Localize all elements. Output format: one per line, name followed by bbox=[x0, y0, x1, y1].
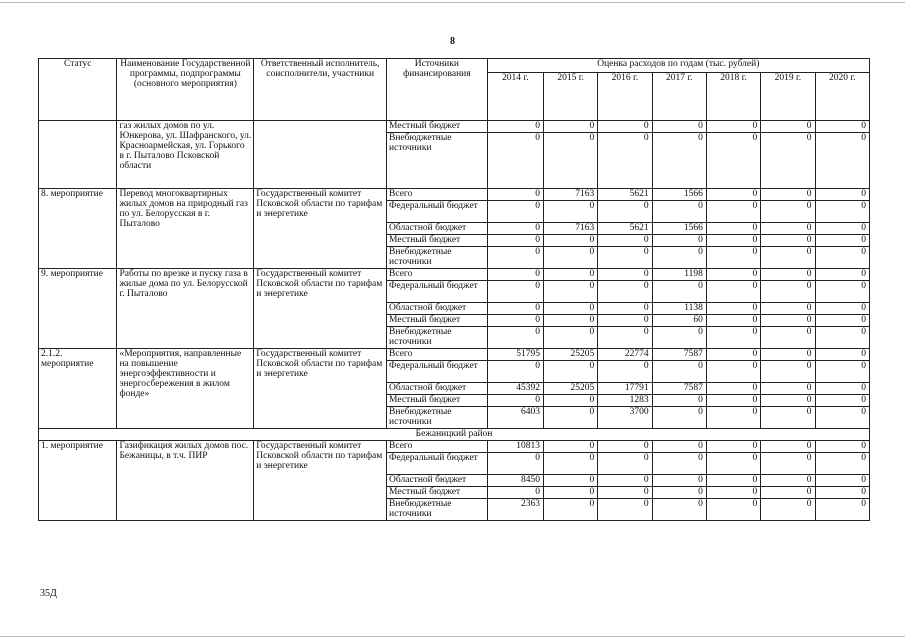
value-cell: 0 bbox=[487, 121, 543, 133]
value-cell: 0 bbox=[543, 475, 597, 487]
value-cell: 0 bbox=[652, 453, 706, 475]
value-cell: 0 bbox=[543, 269, 597, 281]
value-cell: 0 bbox=[761, 315, 815, 327]
source-cell: Всего bbox=[387, 349, 488, 361]
value-cell: 0 bbox=[815, 315, 869, 327]
row-name: газ жилых домов по ул. Юнкерова, ул. Шафранского, ул. Красноармейская, ул. Горького в г. Пыталово Псковской области bbox=[117, 121, 254, 189]
value-cell: 25205 bbox=[543, 349, 597, 361]
header-year: 2019 г. bbox=[761, 73, 815, 121]
value-cell: 0 bbox=[598, 315, 652, 327]
value-cell: 0 bbox=[815, 361, 869, 383]
value-cell: 0 bbox=[487, 269, 543, 281]
header-sources: Источники финансирования bbox=[387, 59, 488, 121]
value-cell: 0 bbox=[652, 499, 706, 521]
footer-code: 35Д bbox=[40, 588, 57, 599]
value-cell: 0 bbox=[761, 247, 815, 269]
value-cell: 0 bbox=[543, 499, 597, 521]
value-cell: 0 bbox=[543, 201, 597, 223]
value-cell: 0 bbox=[761, 395, 815, 407]
region-row bbox=[39, 429, 870, 441]
value-cell: 0 bbox=[761, 475, 815, 487]
value-cell: 0 bbox=[761, 303, 815, 315]
value-cell: 0 bbox=[487, 361, 543, 383]
value-cell: 0 bbox=[487, 247, 543, 269]
source-cell: Внебюджетные источники bbox=[387, 407, 488, 429]
value-cell: 0 bbox=[706, 441, 760, 453]
value-cell: 0 bbox=[543, 121, 597, 133]
value-cell: 22774 bbox=[598, 349, 652, 361]
value-cell: 7163 bbox=[543, 223, 597, 235]
source-cell: Местный бюджет bbox=[387, 487, 488, 499]
row-executor: Государственный комитет Псковской области по тарифам и энергетике bbox=[254, 269, 387, 349]
value-cell: 0 bbox=[706, 133, 760, 189]
value-cell: 0 bbox=[706, 223, 760, 235]
row-status bbox=[39, 121, 117, 189]
value-cell: 0 bbox=[543, 395, 597, 407]
row-status: 2.1.2. мероприятие bbox=[39, 349, 117, 429]
value-cell: 0 bbox=[652, 133, 706, 189]
value-cell: 0 bbox=[761, 223, 815, 235]
value-cell: 0 bbox=[652, 201, 706, 223]
source-cell: Местный бюджет bbox=[387, 121, 488, 133]
header-year: 2020 г. bbox=[815, 73, 869, 121]
value-cell: 0 bbox=[761, 327, 815, 349]
value-cell: 0 bbox=[543, 487, 597, 499]
value-cell: 0 bbox=[761, 121, 815, 133]
value-cell: 0 bbox=[598, 133, 652, 189]
source-cell: Федеральный бюджет bbox=[387, 453, 488, 475]
region-title: Бежаницкий район bbox=[39, 429, 870, 441]
value-cell: 0 bbox=[543, 361, 597, 383]
value-cell: 0 bbox=[543, 133, 597, 189]
value-cell: 0 bbox=[652, 441, 706, 453]
source-cell: Местный бюджет bbox=[387, 395, 488, 407]
row-status: 1. мероприятие bbox=[39, 441, 117, 521]
value-cell: 0 bbox=[652, 247, 706, 269]
value-cell: 0 bbox=[598, 453, 652, 475]
value-cell: 0 bbox=[761, 487, 815, 499]
value-cell: 0 bbox=[815, 189, 869, 201]
value-cell: 0 bbox=[706, 395, 760, 407]
value-cell: 0 bbox=[652, 487, 706, 499]
value-cell: 2363 bbox=[487, 499, 543, 521]
header-name: Наименование Государственной программы, подпрограммы (основного мероприятия) bbox=[117, 59, 254, 121]
value-cell: 0 bbox=[652, 327, 706, 349]
value-cell: 0 bbox=[598, 269, 652, 281]
value-cell: 0 bbox=[543, 453, 597, 475]
source-cell: Внебюджетные источники bbox=[387, 133, 488, 189]
value-cell: 0 bbox=[487, 487, 543, 499]
source-cell: Внебюджетные источники bbox=[387, 327, 488, 349]
table-row bbox=[39, 121, 870, 133]
value-cell: 0 bbox=[815, 281, 869, 303]
row-executor bbox=[254, 121, 387, 189]
value-cell: 25205 bbox=[543, 383, 597, 395]
value-cell: 0 bbox=[761, 189, 815, 201]
expenses-table bbox=[38, 58, 870, 521]
value-cell: 0 bbox=[815, 133, 869, 189]
value-cell: 0 bbox=[706, 201, 760, 223]
value-cell: 0 bbox=[761, 201, 815, 223]
value-cell: 0 bbox=[487, 303, 543, 315]
row-status: 9. мероприятие bbox=[39, 269, 117, 349]
row-name: Работы по врезке и пуску газа в жилые дома по ул. Белорусской г. Пыталово bbox=[117, 269, 254, 349]
header-year: 2017 г. bbox=[652, 73, 706, 121]
value-cell: 0 bbox=[598, 441, 652, 453]
value-cell: 0 bbox=[652, 407, 706, 429]
table-header bbox=[39, 59, 870, 121]
value-cell: 0 bbox=[598, 499, 652, 521]
source-cell: Областной бюджет bbox=[387, 223, 488, 235]
value-cell: 0 bbox=[598, 487, 652, 499]
value-cell: 0 bbox=[706, 453, 760, 475]
value-cell: 0 bbox=[706, 487, 760, 499]
value-cell: 0 bbox=[543, 407, 597, 429]
value-cell: 0 bbox=[706, 499, 760, 521]
source-cell: Местный бюджет bbox=[387, 315, 488, 327]
value-cell: 51795 bbox=[487, 349, 543, 361]
value-cell: 0 bbox=[815, 121, 869, 133]
header-year: 2016 г. bbox=[598, 73, 652, 121]
value-cell: 60 bbox=[652, 315, 706, 327]
value-cell: 0 bbox=[761, 407, 815, 429]
value-cell: 0 bbox=[487, 133, 543, 189]
source-cell: Всего bbox=[387, 269, 488, 281]
table-body bbox=[39, 121, 870, 521]
value-cell: 0 bbox=[706, 407, 760, 429]
value-cell: 0 bbox=[815, 487, 869, 499]
header-year: 2018 г. bbox=[706, 73, 760, 121]
value-cell: 0 bbox=[815, 327, 869, 349]
value-cell: 0 bbox=[761, 281, 815, 303]
value-cell: 0 bbox=[598, 201, 652, 223]
value-cell: 0 bbox=[652, 475, 706, 487]
source-cell: Федеральный бюджет bbox=[387, 201, 488, 223]
value-cell: 1566 bbox=[652, 189, 706, 201]
row-executor: Государственный комитет Псковской области по тарифам и энергетике bbox=[254, 441, 387, 521]
header-executor: Ответственный исполнитель, соисполнители, участники bbox=[254, 59, 387, 121]
value-cell: 0 bbox=[487, 281, 543, 303]
row-name: Газификация жилых домов пос. Бежаницы, в т.ч. ПИР bbox=[117, 441, 254, 521]
value-cell: 0 bbox=[706, 303, 760, 315]
table-row bbox=[39, 189, 870, 201]
value-cell: 0 bbox=[815, 201, 869, 223]
value-cell: 0 bbox=[815, 247, 869, 269]
value-cell: 0 bbox=[487, 327, 543, 349]
value-cell: 0 bbox=[815, 235, 869, 247]
scan-edge-bottom bbox=[0, 636, 905, 637]
value-cell: 0 bbox=[706, 327, 760, 349]
value-cell: 0 bbox=[761, 235, 815, 247]
source-cell: Внебюджетные источники bbox=[387, 499, 488, 521]
header-year: 2015 г. bbox=[543, 73, 597, 121]
value-cell: 0 bbox=[815, 223, 869, 235]
value-cell: 0 bbox=[761, 441, 815, 453]
value-cell: 0 bbox=[598, 281, 652, 303]
value-cell: 8450 bbox=[487, 475, 543, 487]
value-cell: 5621 bbox=[598, 223, 652, 235]
value-cell: 0 bbox=[543, 281, 597, 303]
value-cell: 0 bbox=[815, 349, 869, 361]
value-cell: 0 bbox=[487, 189, 543, 201]
header-year: 2014 г. bbox=[487, 73, 543, 121]
value-cell: 0 bbox=[652, 361, 706, 383]
row-executor: Государственный комитет Псковской области по тарифам и энергетике bbox=[254, 189, 387, 269]
value-cell: 1198 bbox=[652, 269, 706, 281]
value-cell: 0 bbox=[815, 499, 869, 521]
value-cell: 0 bbox=[487, 395, 543, 407]
value-cell: 0 bbox=[815, 441, 869, 453]
value-cell: 0 bbox=[761, 349, 815, 361]
value-cell: 0 bbox=[706, 189, 760, 201]
value-cell: 0 bbox=[706, 121, 760, 133]
table-row bbox=[39, 441, 870, 453]
value-cell: 0 bbox=[598, 235, 652, 247]
value-cell: 0 bbox=[815, 383, 869, 395]
value-cell: 0 bbox=[815, 269, 869, 281]
source-cell: Областной бюджет bbox=[387, 303, 488, 315]
source-cell: Федеральный бюджет bbox=[387, 361, 488, 383]
value-cell: 7163 bbox=[543, 189, 597, 201]
value-cell: 0 bbox=[706, 349, 760, 361]
source-cell: Всего bbox=[387, 189, 488, 201]
value-cell: 0 bbox=[815, 453, 869, 475]
value-cell: 0 bbox=[598, 247, 652, 269]
value-cell: 0 bbox=[652, 281, 706, 303]
value-cell: 0 bbox=[815, 407, 869, 429]
value-cell: 0 bbox=[598, 303, 652, 315]
value-cell: 0 bbox=[815, 303, 869, 315]
value-cell: 1566 bbox=[652, 223, 706, 235]
header-status: Статус bbox=[39, 59, 117, 121]
source-cell: Всего bbox=[387, 441, 488, 453]
value-cell: 0 bbox=[487, 201, 543, 223]
value-cell: 0 bbox=[598, 475, 652, 487]
value-cell: 0 bbox=[543, 441, 597, 453]
value-cell: 0 bbox=[487, 235, 543, 247]
value-cell: 0 bbox=[598, 361, 652, 383]
scan-edge-top bbox=[0, 2, 905, 3]
page-number: 8 bbox=[450, 36, 455, 47]
value-cell: 7587 bbox=[652, 383, 706, 395]
source-cell: Федеральный бюджет bbox=[387, 281, 488, 303]
value-cell: 0 bbox=[761, 453, 815, 475]
value-cell: 0 bbox=[543, 303, 597, 315]
value-cell: 10813 bbox=[487, 441, 543, 453]
value-cell: 3700 bbox=[598, 407, 652, 429]
value-cell: 0 bbox=[706, 315, 760, 327]
value-cell: 0 bbox=[598, 327, 652, 349]
row-executor: Государственный комитет Псковской области по тарифам и энергетике bbox=[254, 349, 387, 429]
row-name: «Мероприятия, направленные на повышение энергоэффективности и энергосбережения в жилом фонде» bbox=[117, 349, 254, 429]
source-cell: Внебюджетные источники bbox=[387, 247, 488, 269]
row-name: Перевод многоквартирных жилых домов на природный газ по ул. Белорусская в г. Пыталово bbox=[117, 189, 254, 269]
value-cell: 17791 bbox=[598, 383, 652, 395]
value-cell: 0 bbox=[761, 361, 815, 383]
source-cell: Областной бюджет bbox=[387, 383, 488, 395]
value-cell: 6403 bbox=[487, 407, 543, 429]
source-cell: Местный бюджет bbox=[387, 235, 488, 247]
value-cell: 0 bbox=[487, 223, 543, 235]
value-cell: 0 bbox=[706, 235, 760, 247]
value-cell: 0 bbox=[815, 395, 869, 407]
value-cell: 0 bbox=[652, 395, 706, 407]
value-cell: 0 bbox=[543, 235, 597, 247]
value-cell: 45392 bbox=[487, 383, 543, 395]
value-cell: 0 bbox=[706, 281, 760, 303]
value-cell: 7587 bbox=[652, 349, 706, 361]
value-cell: 0 bbox=[487, 315, 543, 327]
value-cell: 0 bbox=[543, 247, 597, 269]
value-cell: 0 bbox=[706, 361, 760, 383]
value-cell: 0 bbox=[652, 121, 706, 133]
value-cell: 1138 bbox=[652, 303, 706, 315]
table-row bbox=[39, 349, 870, 361]
value-cell: 0 bbox=[487, 453, 543, 475]
value-cell: 0 bbox=[652, 235, 706, 247]
value-cell: 0 bbox=[706, 475, 760, 487]
value-cell: 0 bbox=[706, 269, 760, 281]
value-cell: 0 bbox=[543, 315, 597, 327]
value-cell: 0 bbox=[598, 121, 652, 133]
value-cell: 5621 bbox=[598, 189, 652, 201]
value-cell: 1283 bbox=[598, 395, 652, 407]
table-row bbox=[39, 269, 870, 281]
value-cell: 0 bbox=[706, 383, 760, 395]
value-cell: 0 bbox=[761, 383, 815, 395]
value-cell: 0 bbox=[815, 475, 869, 487]
value-cell: 0 bbox=[761, 133, 815, 189]
header-estimate: Оценка расходов по годам (тыс. рублей) bbox=[487, 59, 869, 73]
row-status: 8. мероприятие bbox=[39, 189, 117, 269]
value-cell: 0 bbox=[706, 247, 760, 269]
source-cell: Областной бюджет bbox=[387, 475, 488, 487]
value-cell: 0 bbox=[761, 269, 815, 281]
value-cell: 0 bbox=[543, 327, 597, 349]
value-cell: 0 bbox=[761, 499, 815, 521]
